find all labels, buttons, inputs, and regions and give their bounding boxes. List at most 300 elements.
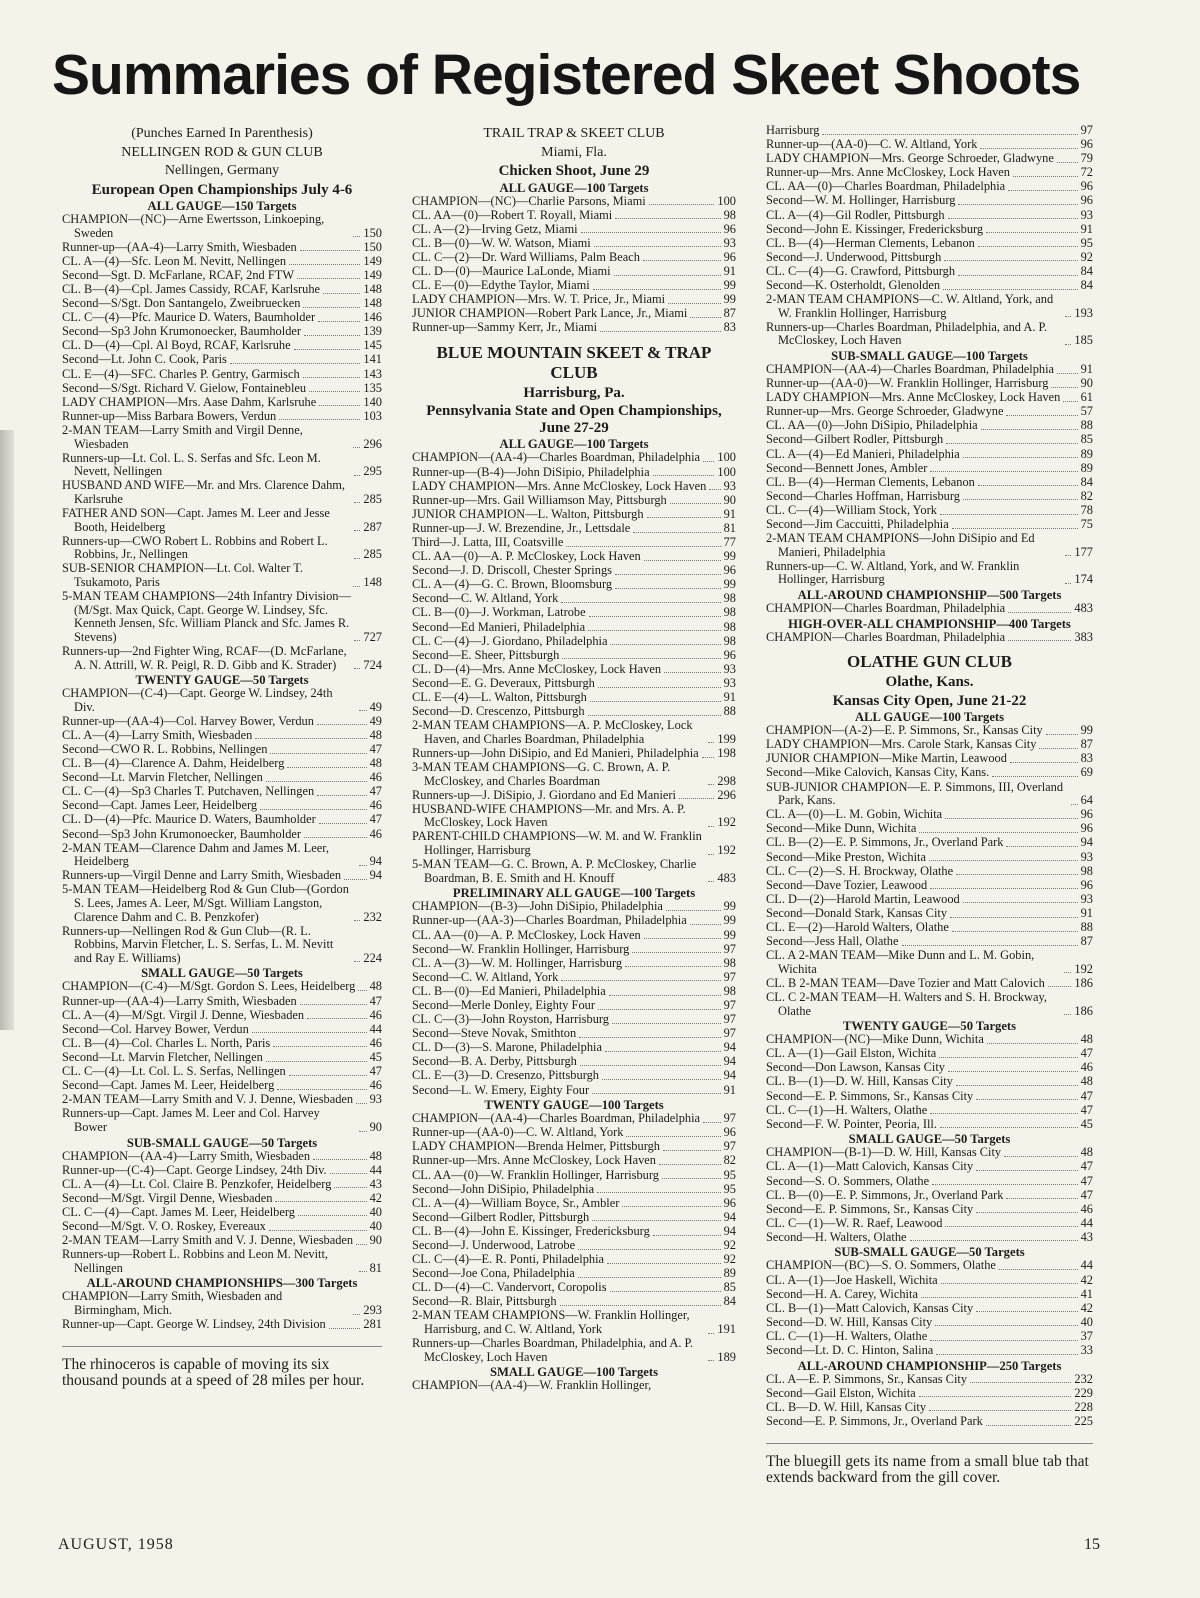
- entry-text: Runners-up—2nd Fighter Wing, RCAF—(D. McFarlane, A. N. Attrill, W. R. Peigl, R. D. Gibb and K. Strader): [62, 643, 347, 672]
- result-entry: [62, 311, 382, 325]
- entry-text: CHAMPION—(BC)—S. O. Sommers, Olathe: [766, 1258, 996, 1273]
- entry-text: CL. B—(1)—Matt Calovich, Kansas City: [766, 1300, 974, 1315]
- entry-text: Runners-up—Robert L. Robbins and Leon M. Nevitt, Nellingen: [62, 1247, 329, 1275]
- entry-score: 72: [1080, 165, 1093, 180]
- dot-leader: [609, 995, 721, 996]
- dot-leader: [703, 461, 714, 462]
- entry-score: 94: [1080, 835, 1093, 850]
- entry-score: 139: [363, 324, 382, 339]
- result-entry: [412, 564, 736, 578]
- entry-score: 88: [1080, 418, 1093, 433]
- dot-leader: [1008, 190, 1077, 191]
- dot-leader: [594, 246, 721, 247]
- dot-leader: [344, 879, 367, 880]
- entry-text: CL. C—(1)—W. R. Raef, Leawood: [766, 1215, 943, 1230]
- entry-text: Second—Ed Manieri, Philadelphia: [412, 619, 586, 634]
- dot-leader: [1065, 555, 1071, 556]
- result-entry: [62, 1178, 382, 1192]
- dot-leader: [298, 1215, 367, 1216]
- entry-score: 92: [1080, 249, 1093, 264]
- result-entry: [412, 1267, 736, 1281]
- entry-text: LADY CHAMPION—Mrs. W. T. Price, Jr., Miami: [412, 292, 666, 307]
- entry-score: 99: [723, 927, 736, 942]
- entry-text: HUSBAND-WIFE CHAMPIONS—Mr. and Mrs. A. P. McCloskey, Lock Haven: [412, 801, 686, 830]
- entry-text: CL. D—(4)—Cpl. Al Boyd, RCAF, Karlsruhe: [62, 338, 291, 353]
- dot-leader: [358, 990, 366, 991]
- entry-score: 95: [1080, 235, 1093, 250]
- entry-text: CL. B—(4)—Cpl. James Cassidy, RCAF, Karlsruhe: [62, 281, 321, 296]
- event-heading: TWENTY GAUGE—100 Targets: [484, 1098, 664, 1113]
- result-entry: [62, 368, 382, 382]
- entry-text: CHAMPION—(NC)—Charlie Parsons, Miami: [412, 193, 646, 208]
- result-entry: [62, 1037, 382, 1051]
- dot-leader: [902, 945, 1078, 946]
- entry-text: 2-MAN TEAM—Clarence Dahm and James M. Leer, Heidelberg: [62, 840, 329, 869]
- dot-leader: [662, 1178, 721, 1179]
- dot-leader: [632, 952, 720, 953]
- dot-leader: [329, 1328, 361, 1329]
- result-entry: [62, 828, 382, 842]
- dot-leader: [948, 218, 1078, 219]
- dot-leader: [1039, 748, 1077, 749]
- entry-score: 483: [1074, 601, 1093, 615]
- dot-leader: [948, 1071, 1078, 1072]
- entry-score: 92: [723, 1238, 736, 1252]
- entry-score: 177: [1074, 544, 1093, 559]
- club-heading: Kansas City Open, June 21-22: [832, 692, 1027, 709]
- entry-text: JUNIOR CHAMPION—Mike Martin, Leawood: [766, 751, 1007, 766]
- dot-leader: [354, 558, 360, 559]
- entry-score: 383: [1074, 629, 1093, 644]
- entry-text: CL. E—(4)—L. Walton, Pittsburgh: [412, 690, 587, 705]
- entry-score: 189: [717, 1349, 736, 1364]
- dot-leader: [1046, 734, 1078, 735]
- dot-leader: [266, 781, 367, 782]
- result-entry: [412, 209, 736, 223]
- entry-text: CL. A—(4)—G. C. Brown, Bloomsburg: [412, 577, 613, 592]
- result-entry: [412, 1281, 736, 1295]
- dot-leader: [578, 1277, 721, 1278]
- entry-score: 192: [717, 843, 736, 858]
- result-entry: [766, 560, 1093, 587]
- result-entry: [62, 715, 382, 729]
- dot-leader: [921, 1297, 1078, 1298]
- entry-text: CL. D—(4)—Pfc. Maurice D. Waters, Baumholder: [62, 812, 316, 827]
- event-heading: SMALL GAUGE—50 Targets: [848, 1132, 1011, 1147]
- entry-score: 85: [1080, 432, 1093, 447]
- dot-leader: [359, 1271, 366, 1272]
- result-entry: [766, 532, 1093, 559]
- entry-text: LADY CHAMPION—Mrs. Anne McCloskey, Lock Haven: [412, 478, 707, 493]
- page-binding-edge: [0, 430, 14, 1030]
- entry-score: 293: [363, 1302, 382, 1317]
- club-heading: Harrisburg, Pa.: [523, 384, 625, 401]
- result-entry: [412, 451, 736, 465]
- entry-text: CL. D—(2)—Harold Martin, Leawood: [766, 891, 960, 906]
- dot-leader: [633, 532, 720, 533]
- dot-leader: [307, 1018, 367, 1019]
- result-entry: [62, 269, 382, 283]
- entry-score: 148: [363, 296, 382, 311]
- dot-leader: [561, 602, 720, 603]
- entry-score: 93: [1080, 849, 1093, 864]
- result-entry: [62, 1051, 382, 1065]
- entry-score: 98: [723, 619, 736, 634]
- result-entry: [412, 761, 736, 788]
- result-entry: [766, 433, 1093, 447]
- entry-score: 48: [369, 727, 382, 742]
- entry-score: 97: [1080, 123, 1093, 137]
- entry-text: CL. A—(4)—William Boyce, Sr., Ambler: [412, 1195, 620, 1210]
- result-entry: [62, 1318, 382, 1332]
- dot-leader: [1004, 1156, 1078, 1157]
- entry-score: 91: [1080, 905, 1093, 920]
- entry-text: CL. B—(0)—E. P. Simmons, Jr., Overland Park: [766, 1187, 1004, 1202]
- result-entry: [62, 562, 382, 589]
- dot-leader: [317, 724, 367, 725]
- result-entry: [412, 705, 736, 719]
- entry-text: Runner-up—(C-4)—Capt. George Lindsey, 24th Div.: [62, 1162, 327, 1177]
- entry-text: Second—E. P. Simmons, Sr., Kansas City: [766, 1201, 974, 1216]
- entry-text: CL. C—(3)—John Royston, Harrisburg: [412, 1012, 609, 1027]
- entry-score: 146: [363, 310, 382, 325]
- entry-score: 46: [369, 1035, 382, 1050]
- dot-leader: [1065, 344, 1071, 345]
- dot-leader: [976, 1311, 1077, 1312]
- entry-text: CL. C—(2)—Dr. Ward Williams, Palm Beach: [412, 249, 640, 264]
- entry-text: CHAMPION—(C-4)—M/Sgt. Gordon S. Lees, Heidelberg: [62, 979, 356, 994]
- result-entry: [62, 1164, 382, 1178]
- entry-score: 46: [369, 770, 382, 785]
- dot-leader: [297, 278, 360, 279]
- entry-text: Second—Lt. Marvin Fletcher, Nellingen: [62, 1049, 263, 1064]
- entry-text: Runner-up—Miss Barbara Bowers, Verdun: [62, 408, 277, 423]
- entry-text: Second—J. Underwood, Latrobe: [412, 1238, 576, 1252]
- result-entry: [412, 1013, 736, 1027]
- result-entry: [62, 925, 382, 966]
- dot-leader: [936, 1354, 1077, 1355]
- entry-text: Second—S/Sgt. Richard V. Gielow, Fontainebleu: [62, 380, 307, 395]
- result-entry: [412, 466, 736, 480]
- dot-leader: [963, 457, 1078, 458]
- result-entry: [62, 1192, 382, 1206]
- entry-text: Second—Lt. John C. Cook, Paris: [62, 352, 227, 367]
- dot-leader: [255, 738, 366, 739]
- dot-leader: [690, 924, 721, 925]
- entry-text: CL. B 2-MAN TEAM—Dave Tozier and Matt Calovich: [766, 975, 1045, 990]
- entry-text: Second—F. W. Pointer, Peoria, Ill.: [766, 1116, 937, 1131]
- entry-score: 98: [1080, 863, 1093, 878]
- entry-text: CL. A—(1)—Matt Calovich, Kansas City: [766, 1159, 974, 1174]
- result-entry: [412, 480, 736, 494]
- dot-leader: [668, 303, 721, 304]
- dot-leader: [946, 443, 1077, 444]
- dot-leader: [354, 961, 360, 962]
- entry-score: 48: [1080, 1032, 1093, 1047]
- entry-text: LADY CHAMPION—Mrs. Aase Dahm, Karlsruhe: [62, 394, 317, 409]
- entry-text: Second—B. A. Derby, Pittsburgh: [412, 1054, 577, 1069]
- entry-text: CHAMPION—(AA-4)—Charles Boardman, Philadelphia: [766, 362, 1055, 376]
- entry-score: 100: [717, 464, 736, 479]
- dot-leader: [970, 1382, 1071, 1383]
- dot-leader: [610, 1291, 721, 1292]
- dot-leader: [300, 250, 361, 251]
- entry-text: Second—Steve Novak, Smithton: [412, 1026, 577, 1041]
- dot-leader: [1008, 612, 1071, 613]
- entry-score: 89: [1080, 446, 1093, 461]
- dot-leader: [359, 710, 367, 711]
- dot-leader: [978, 485, 1078, 486]
- dot-leader: [273, 1046, 366, 1047]
- result-entry: [766, 879, 1093, 893]
- club-heading: Nellingen, Germany: [164, 163, 280, 178]
- entry-score: 88: [723, 704, 736, 719]
- dot-leader: [945, 818, 1077, 819]
- entry-score: 47: [369, 784, 382, 799]
- entry-score: 96: [723, 221, 736, 236]
- entry-text: Second—D. Crescenzo, Pittsburgh: [412, 704, 585, 719]
- dot-leader: [230, 363, 361, 364]
- result-entry: [766, 1259, 1093, 1273]
- result-entry: [412, 494, 736, 508]
- entry-score: 100: [717, 193, 736, 208]
- result-entry: [62, 1206, 382, 1220]
- entry-score: 148: [363, 281, 382, 296]
- dot-leader: [354, 530, 360, 531]
- entry-text: Runners-up—Virgil Denne and Larry Smith, Wiesbaden: [62, 868, 342, 883]
- entry-score: 64: [1080, 793, 1093, 808]
- result-entry: [766, 251, 1093, 265]
- result-entry: [412, 251, 736, 265]
- dot-leader: [981, 429, 1078, 430]
- dot-leader: [958, 204, 1077, 205]
- dot-leader: [590, 701, 721, 702]
- entry-score: 47: [1080, 1173, 1093, 1188]
- result-entry: [62, 452, 382, 479]
- entry-score: 40: [1080, 1314, 1093, 1329]
- entry-score: 90: [369, 1119, 382, 1134]
- result-entry: [62, 645, 382, 672]
- entry-text: CL. E—(0)—Edythe Taylor, Miami: [412, 278, 590, 293]
- dot-leader: [318, 321, 360, 322]
- entry-score: 93: [723, 675, 736, 690]
- entry-text: CL. A—(4)—Sfc. Leon M. Nevitt, Nellingen: [62, 253, 287, 268]
- result-entry: [412, 985, 736, 999]
- dot-leader: [330, 1173, 367, 1174]
- result-entry: [766, 1274, 1093, 1288]
- entry-score: 47: [369, 741, 382, 756]
- entry-text: LADY CHAMPION—Brenda Helmer, Pittsburgh: [412, 1139, 660, 1154]
- entry-text: CL. C—(4)—G. Crawford, Pittsburgh: [766, 263, 956, 278]
- dot-leader: [597, 1192, 721, 1193]
- result-entry: [412, 1055, 736, 1069]
- dot-leader: [708, 1333, 714, 1334]
- entry-score: 94: [723, 1068, 736, 1083]
- dot-leader: [679, 798, 714, 799]
- result-entry: [766, 977, 1093, 991]
- entry-text: CL. A—(0)—L. M. Gobin, Wichita: [766, 807, 943, 822]
- entry-text: Second—Mike Calovich, Kansas City, Kans.: [766, 765, 990, 780]
- result-entry: [412, 293, 736, 307]
- dot-leader: [626, 1136, 720, 1137]
- entry-score: 42: [1080, 1272, 1093, 1287]
- entry-text: CL. A—(4)—Lt. Col. Claire B. Penzkofer, Heidelberg: [62, 1176, 332, 1191]
- result-entry: [62, 283, 382, 297]
- dot-leader: [334, 1187, 366, 1188]
- entry-score: 287: [363, 519, 382, 534]
- result-entry: [62, 1107, 382, 1134]
- dot-leader: [930, 1113, 1077, 1114]
- result-entry: [766, 865, 1093, 879]
- entry-score: 44: [1080, 1258, 1093, 1273]
- dot-leader: [612, 1023, 721, 1024]
- club-heading: Olathe, Kans.: [885, 674, 974, 691]
- result-entry: [766, 1373, 1093, 1387]
- result-entry: [412, 943, 736, 957]
- entry-text: 2-MAN TEAM CHAMPIONS—John DiSipio and Ed Manieri, Philadelphia: [766, 531, 1035, 559]
- entry-text: SUB-JUNIOR CHAMPION—E. P. Simmons, III, Overland Park, Kans.: [766, 779, 1064, 808]
- entry-text: Second—H. A. Carey, Wichita: [766, 1286, 918, 1301]
- entry-score: 47: [1080, 1046, 1093, 1061]
- result-entry: [412, 914, 736, 928]
- entry-score: 84: [723, 1294, 736, 1309]
- entry-text: Second—Gilbert Rodler, Pittsburgh: [766, 432, 944, 447]
- dot-leader: [580, 1065, 721, 1066]
- dot-leader: [1064, 972, 1072, 973]
- entry-text: JUNIOR CHAMPION—L. Walton, Pittsburgh: [412, 506, 644, 521]
- dot-leader: [319, 405, 360, 406]
- result-entry: [766, 321, 1093, 348]
- dot-leader: [643, 260, 721, 261]
- entry-text: Second—Bennett Jones, Ambler: [766, 460, 928, 475]
- dot-leader: [588, 715, 721, 716]
- result-entry: [62, 687, 382, 714]
- result-entry: [62, 213, 382, 240]
- result-entry: [62, 1079, 382, 1093]
- dot-leader: [1010, 762, 1078, 763]
- dot-leader: [992, 776, 1077, 777]
- page-title: Summaries of Registered Skeet Shoots: [52, 43, 1081, 107]
- entry-score: 44: [1080, 1215, 1093, 1230]
- result-entry: [766, 1401, 1093, 1415]
- result-entry: [766, 1203, 1093, 1217]
- club-heading: OLATHE GUN CLUB: [847, 652, 1012, 672]
- entry-score: 97: [723, 941, 736, 956]
- entry-score: 84: [1080, 474, 1093, 489]
- result-entry: [412, 1379, 736, 1393]
- entry-text: LADY CHAMPION—Mrs. George Schroeder, Gladwyne: [766, 151, 1054, 166]
- result-entry: [62, 1234, 382, 1248]
- entry-score: 96: [723, 647, 736, 662]
- entry-text: Second—J. Underwood, Pittsburgh: [766, 249, 942, 264]
- entry-text: CHAMPION—(C-4)—Capt. George W. Lindsey, 24th Div.: [62, 686, 333, 714]
- dot-leader: [353, 1314, 360, 1315]
- entry-score: 285: [363, 491, 382, 506]
- entry-text: 2-MAN TEAM—Larry Smith and V. J. Denne, Wiesbaden: [62, 1092, 354, 1107]
- dot-leader: [935, 1325, 1077, 1326]
- entry-score: 84: [1080, 263, 1093, 278]
- result-entry: [766, 194, 1093, 208]
- entry-score: 46: [1080, 1201, 1093, 1216]
- result-entry: [412, 971, 736, 985]
- entry-text: CL. E—(2)—Harold Walters, Olathe: [766, 920, 949, 934]
- entry-text: Second—Capt. James Leer, Heidelberg: [62, 798, 258, 813]
- dot-leader: [944, 260, 1077, 261]
- event-heading: ALL GAUGE—100 Targets: [499, 437, 649, 452]
- dot-leader: [1071, 804, 1078, 805]
- dot-leader: [309, 391, 360, 392]
- result-entry: [766, 1231, 1093, 1245]
- entry-score: 98: [723, 633, 736, 648]
- dot-leader: [978, 246, 1078, 247]
- entry-text: CL. A—(4)—Gil Rodler, Pittsburgh: [766, 207, 945, 222]
- entry-text: Second—D. W. Hill, Kansas City: [766, 1314, 933, 1329]
- result-entry: [412, 830, 736, 857]
- result-entry: [412, 1084, 736, 1098]
- dot-leader: [625, 966, 720, 967]
- entry-text: CHAMPION—(A-2)—E. P. Simmons, Sr., Kansas City: [766, 723, 1043, 738]
- entry-score: 483: [717, 870, 736, 885]
- dot-leader: [932, 1184, 1077, 1185]
- dot-leader: [561, 980, 720, 981]
- entry-text: Second—Don Lawson, Kansas City: [766, 1060, 945, 1075]
- entry-score: 45: [1080, 1116, 1093, 1131]
- entry-text: 2-MAN TEAM—Larry Smith and V. J. Denne, Wiesbaden: [62, 1233, 354, 1248]
- entry-text: CL. B—(4)—John E. Kissinger, Fredericksburg: [412, 1223, 650, 1238]
- dot-leader: [939, 1057, 1077, 1058]
- result-entry: [62, 241, 382, 255]
- entry-score: 91: [723, 263, 736, 278]
- entry-text: CHAMPION—(AA-4)—Charles Boardman, Philadelphia: [412, 1111, 701, 1126]
- club-heading: European Open Championships July 4-6: [91, 181, 353, 198]
- result-entry: [62, 535, 382, 562]
- result-entry: [412, 1211, 736, 1225]
- result-entry: [766, 237, 1093, 251]
- result-entry: [766, 293, 1093, 320]
- result-entry: [766, 391, 1093, 405]
- entry-text: Runner-up—Sammy Kerr, Jr., Miami: [412, 320, 598, 335]
- result-entry: [412, 719, 736, 746]
- entry-score: 75: [1080, 517, 1093, 532]
- result-entry: [766, 209, 1093, 223]
- dot-leader: [644, 938, 721, 939]
- entry-text: CL. C—(4)—E. R. Ponti, Philadelphia: [412, 1252, 605, 1267]
- entry-score: 48: [369, 979, 382, 994]
- dot-leader: [945, 1226, 1077, 1227]
- entry-score: 99: [723, 549, 736, 564]
- dot-leader: [275, 1201, 366, 1202]
- dot-leader: [319, 823, 367, 824]
- entry-text: Second—CWO R. L. Robbins, Nellingen: [62, 741, 268, 756]
- club-heading: Miami, Fla.: [541, 144, 607, 160]
- result-entry: [412, 789, 736, 803]
- result-entry: [766, 265, 1093, 279]
- result-entry: [766, 1316, 1093, 1330]
- entry-score: 91: [1080, 362, 1093, 376]
- dot-leader: [593, 289, 721, 290]
- dot-leader: [614, 275, 721, 276]
- entry-text: CL. B—(0)—Ed Manieri, Philadelphia: [412, 983, 606, 998]
- entry-text: Runner-up—(AA-0)—W. Franklin Hollinger, Harrisburg: [766, 376, 1049, 391]
- result-entry: [766, 1387, 1093, 1401]
- entry-score: 89: [1080, 460, 1093, 475]
- entry-text: CL. B—(1)—D. W. Hill, Kansas City: [766, 1074, 953, 1089]
- entry-score: 47: [369, 993, 382, 1008]
- entry-text: Runners-up—Lt. Col. L. S. Serfas and Sfc. Leon M. Nevett, Nellingen: [62, 450, 321, 479]
- dot-leader: [709, 489, 720, 490]
- entry-text: Second—M/Sgt. Virgil Denne, Wiesbaden: [62, 1190, 273, 1205]
- entry-text: Second—Dave Tozier, Leawood: [766, 877, 928, 892]
